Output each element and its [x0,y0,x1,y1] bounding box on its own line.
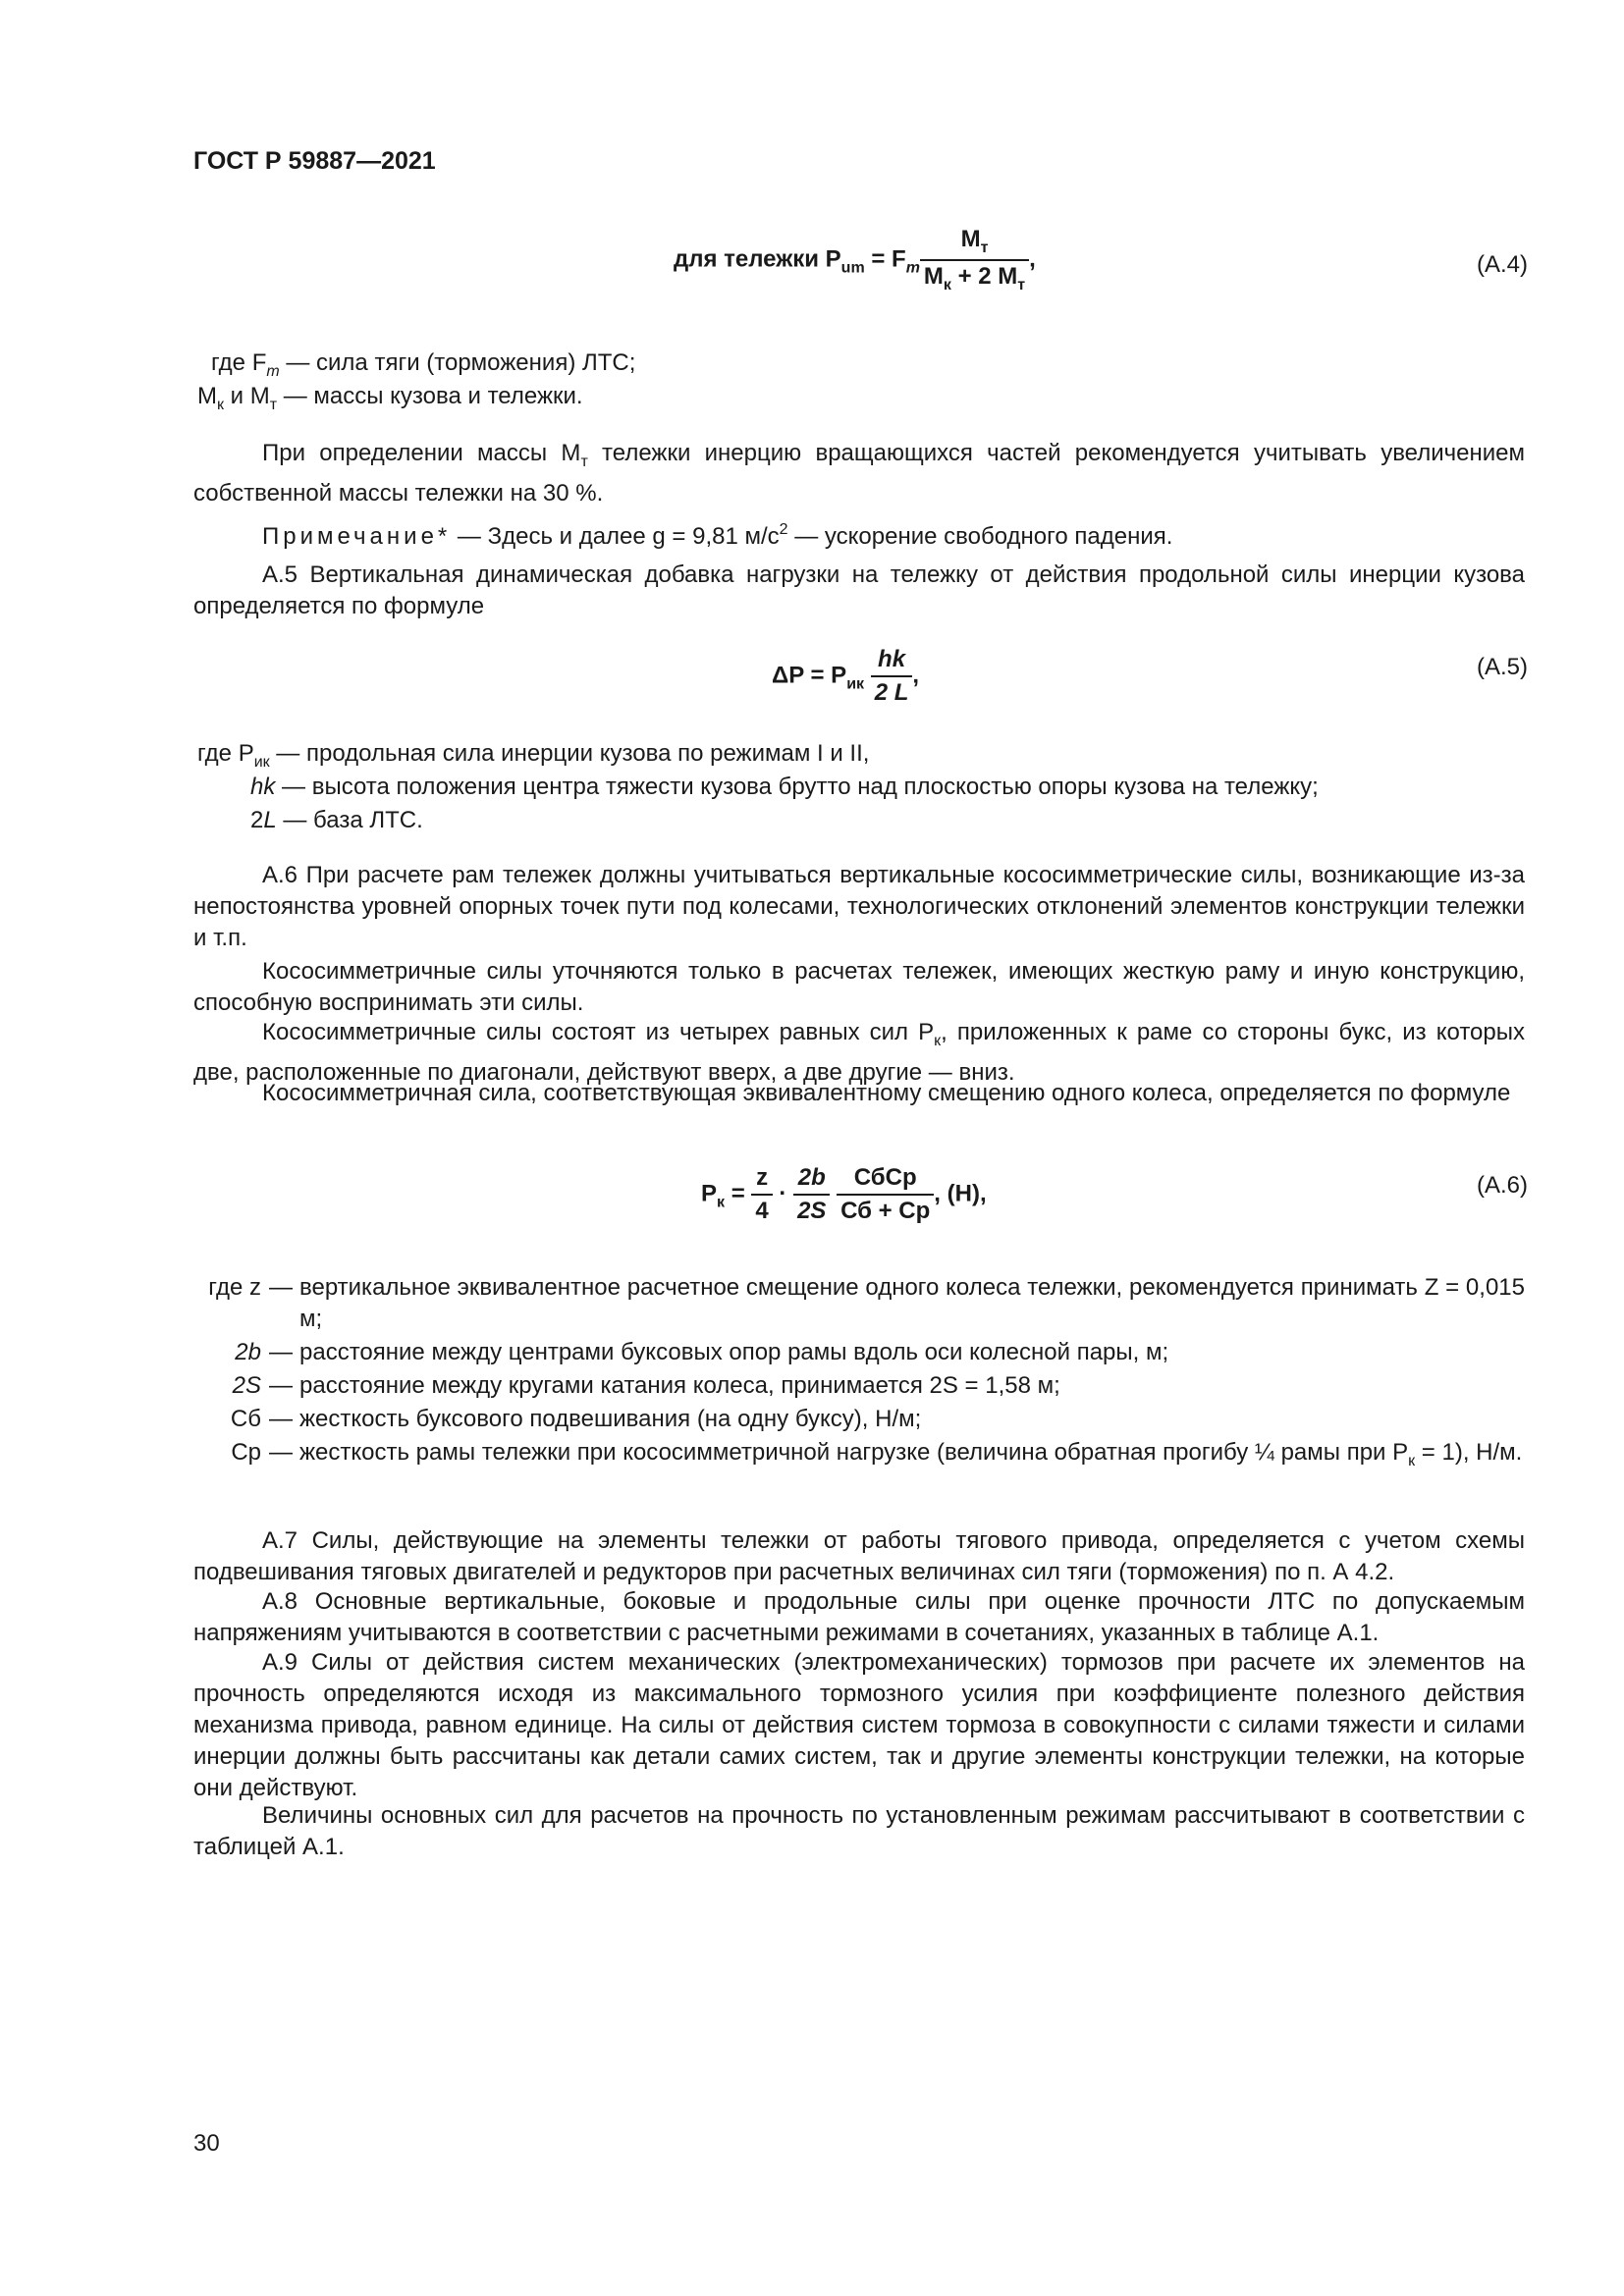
document-page: ГОСТ Р 59887—2021 для тележки $P_{um} = F_m$ $\frac{M_т}{M_к + 2 M_т}$ , (A.4) где $F_m$ — сила тяги (торможения) ЛТС; $M_к$ и $M_т$ — массы кузова и тележки. При определении массы $M_т$ тележки инерцию вращающихся частей рекомендуется учитывать увеличением собственной массы тележки на 30 %. Примечание* — Здесь и далее g = 9,81 $м/с^2$ — ускорение свободного падения. А.5 Вертикальная динамическая добавка нагрузки на тележку от действия продольной силы инерции кузова определяется по формуле $\Delta P = P_{ик}$ $\frac{hk}{2 L}$ , (A.5) где $P_{ик}$ — продольная сила инерции кузова по режимам I и II, hk — высота положения центра тяжести кузова брутто над плоскостью опоры кузова на тележку; 2L — база ЛТС. А.6 При расчете рам тележек должны учитываться вертикальные кососимметрические силы, возникающие из-за непостоянства уровней опорных точек пути под колесами, технологических отклонений элементов конструкции тележки и т.п. Кососимметричные силы уточняются только в расчетах тележек, имеющих жесткую раму и иную конструкцию, способную воспринимать эти силы. Кососимметричные силы состоят из четырех равных сил $P_к$, приложенных к раме со стороны букс, из которых две, расположенные по диагонали, действуют вверх, а две другие — вниз. Кососимметричная сила, соответствующая эквивалентному смещению одного колеса, определяется по формуле $P_к$ = $\frac{z}{4}$ · $\frac{2b}{2S}$ $\frac{\text{СбCp}}{Сб + Ср}$ , (Н), (A.6) где z — вертикальное эквивалентное расчетное смещение одного колеса тележки, рекомендуется принимать Z = 0,015 м; 2b — расстояние между центрами буксовых опор рамы вдоль оси колесной пары, м; 2S — расстояние между кругами катания колеса, принимается 2S = 1,58 м; Сб — жесткость буксового подвешивания (на одну буксу), Н/м; Ср — жесткость рамы тележки при кососимметричной нагрузке (величина обратная прогибу ¼ рамы при $P_к = 1$), Н/м. А.7 Силы, действующие на элементы тележки от работы тягового привода, определяется с учетом схемы подвешивания тяговых двигателей и редукторов при расчетных величинах сил тяги (торможения) по п. А 4.2. А.8 Основные вертикальные, боковые и продольные силы при оценке прочности ЛТС по допускаемым напряжениям учитываются в соответствии с расчетными режимами в сочетаниях, указанных в таблице А.1. А.9 Силы от действия систем механических (электромеханических) тормозов при расчете их элементов на прочность определяются исходя из максимального тормозного усилия при коэффициенте полезного действия механизма привода, равном единице. На силы от действия систем тормоза в совокупности с силами тяжести и силами инерции должны быть рассчитаны как детали самих систем, так и другие элементы конструкции тележки, на которые они действуют. Величины основных сил для расчетов на прочность по установленным режимам рассчитывают в соответствии с таблицей А.1. 30 [193,147,1529,2157]
fraction: $\frac{M_т}{M_к + 2 M_т}$ [920,226,1029,294]
where-a4-line2: $M_к$ и $M_т$ — массы кузова и тележки. [197,383,583,413]
where-a5-line2: hk — высота положения центра тяжести кузова брутто над плоскостью опоры кузова на тележку; [250,774,1319,800]
equation-number-a4: (A.4) [1477,251,1529,278]
where-a4-line1: где $F_m$ — сила тяги (торможения) ЛТС; [211,349,636,380]
page-header: ГОСТ Р 59887—2021 [193,147,436,175]
paragraph-a7: А.7 Силы, действующие на элементы тележки от работы тягового привода, определяется с учетом схемы подвешивания тяговых двигателей и редукторов при расчетных величинах сил тяги (торможения) по п. А 4.2. [193,1527,1525,1585]
page-number: 30 [193,2130,220,2157]
fraction: $\frac{\text{СбCp}}{Сб + Ср}$ [837,1164,934,1225]
paragraph-kos3: Кососимметричная сила, соответствующая эквивалентному смещению одного колеса, определяется по формуле [262,1080,1511,1106]
where-a5-line1: где $P_{ик}$ — продольная сила инерции кузова по режимам I и II, [197,740,870,771]
paragraph-a6: А.6 При расчете рам тележек должны учитываться вертикальные кососимметрические силы, возникающие из-за непостоянства уровней опорных точек пути под колесами, технологических отклонений элементов конструкции тележки и т.п. [193,862,1525,951]
fraction: $\frac{2b}{2S}$ [793,1164,830,1225]
fraction: $\frac{z}{4}$ [751,1164,772,1225]
equation-number-a6: (A.6) [1477,1172,1529,1199]
formula-a5: $\Delta P = P_{ик}$ $\frac{hk}{2 L}$ , [772,646,920,706]
paragraph-a9: А.9 Силы от действия систем механических (электромеханических) тормозов при расчете их элементов на прочность определяются исходя из максимального тормозного усилия при коэффициенте полезного действия механизма привода, равном единице. На силы от действия систем тормоза в совокупности с силами тяжести и силами инерции должны быть рассчитаны как детали самих систем, так и другие элементы конструкции тележки, на которые они действуют. [193,1649,1525,1801]
paragraph-kos2: Кососимметричные силы состоят из четырех равных сил $P_к$, приложенных к раме со стороны букс, из которых две, расположенные по диагонали, действуют вверх, а две другие — вниз. [193,1019,1525,1086]
paragraph-mass: При определении массы $M_т$ тележки инерцию вращающихся частей рекомендуется учитывать увеличением собственной массы тележки на 30 %. [193,440,1525,507]
fraction: $\frac{hk}{2 L}$ [871,646,913,707]
paragraph-a5: А.5 Вертикальная динамическая добавка нагрузки на тележку от действия продольной силы инерции кузова определяется по формуле [193,561,1525,619]
paragraph-a8: А.8 Основные вертикальные, боковые и продольные силы при оценке прочности ЛТС по допускаемым напряжениям учитываются в соответствии с расчетными режимами в сочетаниях, указанных в таблице А.1. [193,1588,1525,1646]
paragraph-kos1: Кососимметричные силы уточняются только в расчетах тележек, имеющих жесткую раму и иную конструкцию, способную воспринимать эти силы. [193,958,1525,1016]
paragraph-last: Величины основных сил для расчетов на прочность по установленным режимам рассчитывают в соответствии с таблицей А.1. [193,1802,1525,1860]
where-a5-line3: 2L — база ЛТС. [250,807,423,833]
equation-number-a5: (A.5) [1477,654,1529,680]
formula-a4: для тележки $P_{um} = F_m$ $\frac{M_т}{M_к + 2 M_т}$ , [674,226,1036,294]
note: Примечание* — Здесь и далее g = 9,81 $м/с^2$ — ускорение свободного падения. [262,521,1173,550]
formula-a6: $P_к$ = $\frac{z}{4}$ · $\frac{2b}{2S}$ $\frac{\text{СбCp}}{Сб + Ср}$ , (Н), [701,1164,987,1224]
